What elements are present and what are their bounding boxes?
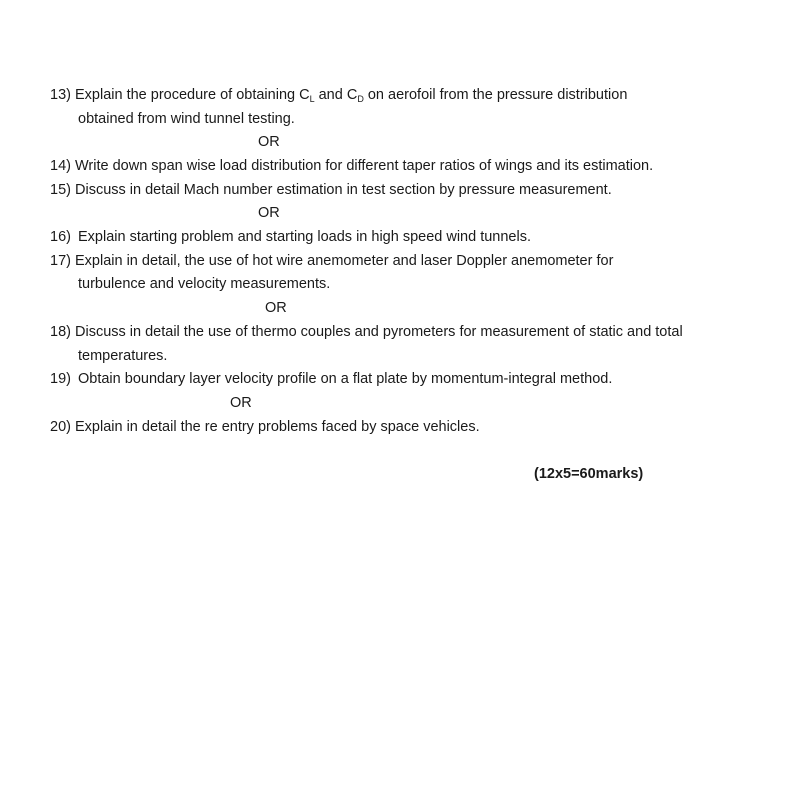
question-number: 15) [50, 182, 71, 198]
question-text: Explain in detail, the use of hot wire anemometer and laser Doppler anemometer for [75, 253, 614, 269]
question-19 [50, 370, 612, 388]
question-14 [50, 157, 653, 175]
question-number: 16) [50, 229, 71, 245]
question-number: 14) [50, 158, 71, 174]
question-text: Discuss in detail Mach number estimation in test section by pressure measurement. [75, 182, 612, 198]
question-number: 17) [50, 253, 71, 269]
question-20 [50, 418, 480, 436]
or-separator: OR [258, 134, 280, 150]
question-18-line1 [50, 323, 683, 341]
question-13-line2: obtained from wind tunnel testing. [78, 111, 295, 127]
question-text: Explain starting problem and starting loads in high speed wind tunnels. [78, 229, 531, 245]
question-number: 13) [50, 87, 71, 103]
or-separator: OR [258, 205, 280, 221]
question-18-line2: temperatures. [78, 348, 168, 364]
question-number: 20) [50, 419, 71, 435]
question-17-line1 [50, 252, 613, 270]
question-text: Explain the procedure of obtaining $C_L$ and $C_D$ on aerofoil from the pressure distribution [75, 87, 628, 104]
question-text: Discuss in detail the use of thermo couples and pyrometers for measurement of static and total [75, 324, 683, 340]
or-separator: OR [230, 395, 252, 411]
question-number: 18) [50, 324, 71, 340]
question-number: 19) [50, 371, 71, 387]
question-15 [50, 181, 612, 199]
question-17-line2: turbulence and velocity measurements. [78, 276, 331, 292]
question-13-line1 [50, 86, 627, 104]
marks-total: (12x5=60marks) [534, 466, 644, 482]
question-text: Explain in detail the re entry problems faced by space vehicles. [75, 419, 480, 435]
question-text: Obtain boundary layer velocity profile on a flat plate by momentum-integral method. [78, 371, 613, 387]
question-text: Write down span wise load distribution for different taper ratios of wings and its estimation. [75, 158, 654, 174]
or-separator: OR [265, 300, 287, 316]
question-16 [50, 228, 531, 246]
